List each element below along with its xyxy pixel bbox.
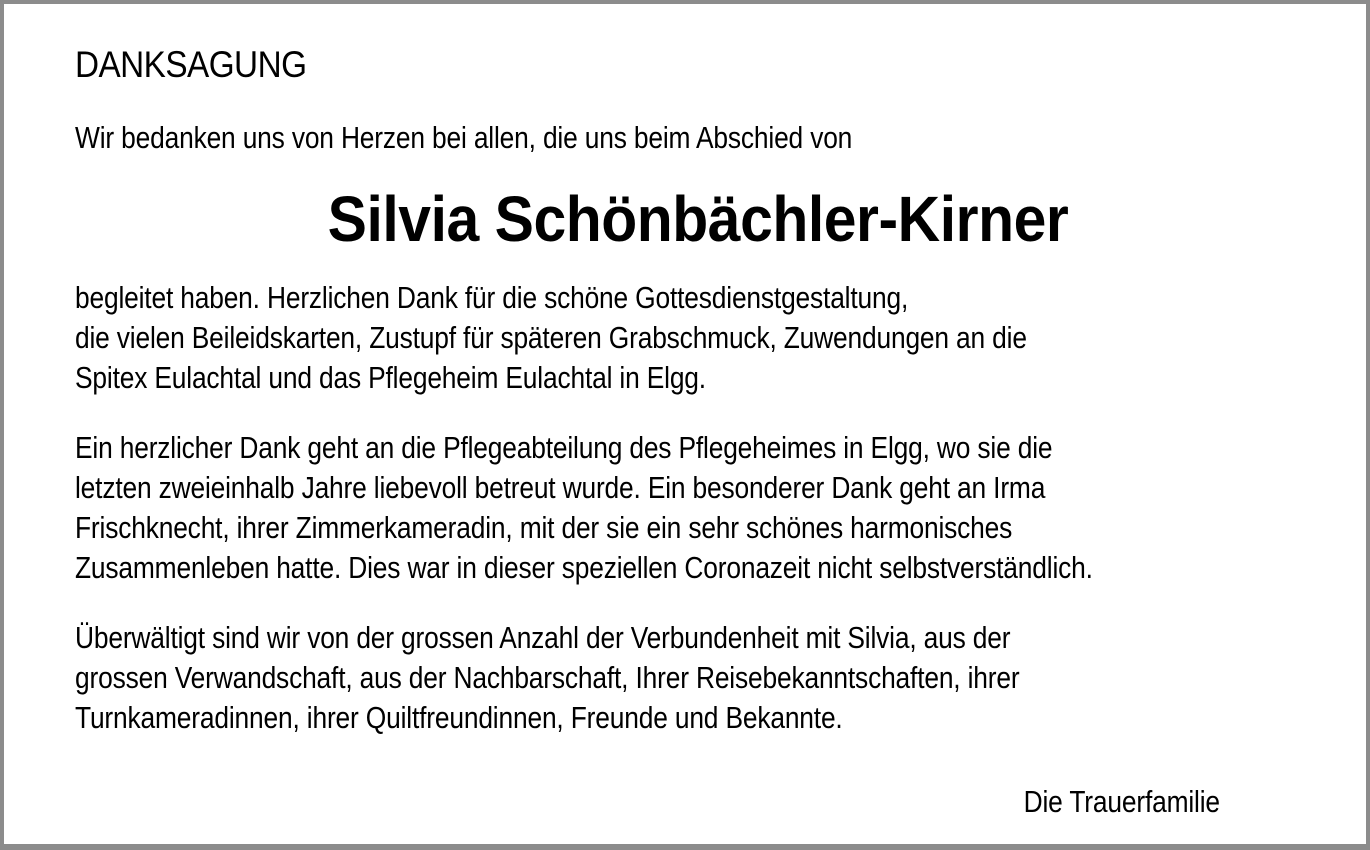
paragraph-solidarity (75, 618, 1315, 738)
paragraph-line: Ein herzlicher Dank geht an die Pflegeabteilung des Pflegeheimes in Elgg, wo sie die (75, 430, 1053, 465)
deceased-name: Silvia Schönbächler-Kirner (327, 183, 1069, 255)
paragraph-care (75, 428, 1315, 588)
paragraph-thanks (75, 278, 1315, 398)
paragraph-line: Zusammenleben hatte. Dies war in dieser speziellen Coronazeit nicht selbstverständlich. (75, 550, 1093, 585)
paragraph-line: grossen Verwandschaft, aus der Nachbarschaft, Ihrer Reisebekanntschaften, ihrer (75, 660, 1020, 695)
notice-content (75, 42, 1315, 738)
signature: Die Trauerfamilie (1023, 784, 1220, 819)
paragraph-line: die vielen Beileidskarten, Zustupf für späteren Grabschmuck, Zuwendungen an die (75, 320, 1027, 355)
intro-text: Wir bedanken uns von Herzen bei allen, die uns beim Abschied von (75, 120, 853, 155)
paragraph-line: Überwältigt sind wir von der grossen Anzahl der Verbundenheit mit Silvia, aus der (75, 620, 1011, 655)
notice-heading: DANKSAGUNG (75, 44, 307, 85)
paragraph-line: Frischknecht, ihrer Zimmerkameradin, mit der sie ein sehr schönes harmonisches (75, 510, 1013, 545)
paragraph-line: letzten zweieinhalb Jahre liebevoll betreut wurde. Ein besonderer Dank geht an Irma (75, 470, 1046, 505)
paragraph-line: Turnkameradinnen, ihrer Quiltfreundinnen, Freunde und Bekannte. (75, 700, 843, 735)
paragraph-line: begleitet haben. Herzlichen Dank für die schöne Gottesdienstgestaltung, (75, 280, 909, 315)
paragraph-line: Spitex Eulachtal und das Pflegeheim Eulachtal in Elgg. (75, 360, 706, 395)
